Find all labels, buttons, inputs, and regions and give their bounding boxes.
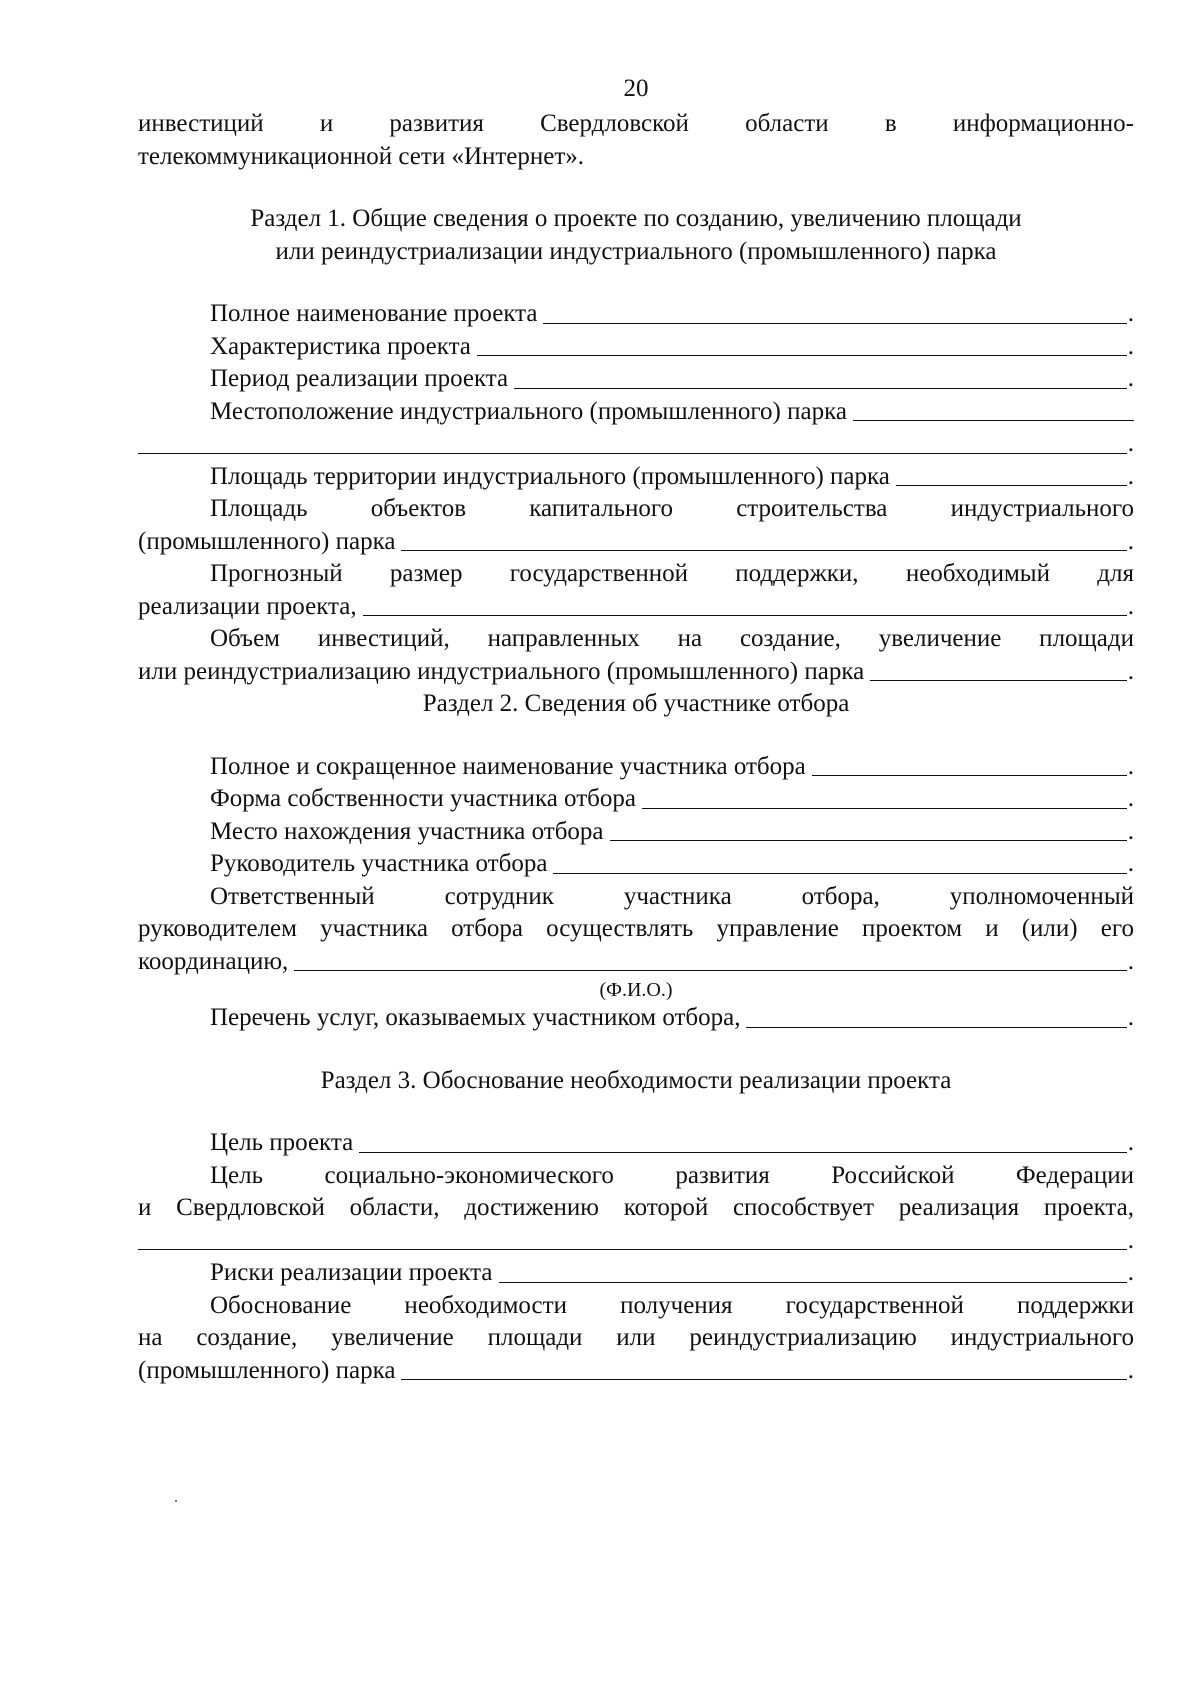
- field-label: Полное и сокращенное наименование участника отбора: [210, 752, 806, 780]
- field-label: (промышленного) парка: [138, 1356, 396, 1384]
- document-page: [138, 70, 1134, 1387]
- field-label: Характеристика проекта: [210, 332, 471, 360]
- blank-line[interactable]: [401, 1355, 1126, 1380]
- field-label: или реиндустриализацию индустриального (промышленного) парка: [138, 657, 865, 685]
- field-label: Площадь территории индустриального (промышленного) парка: [210, 462, 890, 490]
- area-objects-line-1: Площадь объектов капитального строительства индустриального: [210, 495, 1134, 522]
- field-participant-name[interactable]: Полное и сокращенное наименование участника отбора .: [138, 751, 1134, 784]
- field-park-location-continued[interactable]: .: [138, 428, 1134, 461]
- responsible-line-2: руководителем участника отбора осуществлять управление проектом и (или) его: [138, 915, 1134, 942]
- field-project-period[interactable]: Период реализации проекта .: [138, 363, 1134, 396]
- blank-line[interactable]: [553, 849, 1126, 874]
- blank-line[interactable]: [514, 364, 1127, 389]
- blank-line[interactable]: [294, 946, 1126, 971]
- field-participant-head[interactable]: Руководитель участника отбора .: [138, 848, 1134, 881]
- blank-line[interactable]: [499, 1258, 1127, 1283]
- blank-line[interactable]: [642, 784, 1127, 809]
- field-label: (промышленного) парка: [138, 527, 396, 555]
- field-label: Форма собственности участника отбора: [210, 785, 636, 812]
- justification-line-2: на создание, увеличение площади или реиндустриализацию индустриального: [138, 1324, 1134, 1351]
- field-project-risks[interactable]: Риски реализации проекта .: [138, 1257, 1134, 1290]
- field-project-full-name[interactable]: Полное наименование проекта .: [138, 298, 1134, 331]
- field-territory-area[interactable]: Площадь территории индустриального (промышленного) парка .: [138, 461, 1134, 494]
- section3-title: Раздел 3. Обоснование необходимости реализации проекта: [320, 1066, 952, 1094]
- field-label: Риски реализации проекта: [210, 1259, 493, 1286]
- blank-line[interactable]: [610, 816, 1127, 841]
- field-label: Полное наименование проекта: [210, 300, 538, 327]
- justification-line-1: Обоснование необходимости получения государственной поддержки: [210, 1291, 1134, 1319]
- field-objects-area[interactable]: (промышленного) парка .: [138, 526, 1134, 559]
- field-justification[interactable]: (промышленного) парка .: [138, 1355, 1134, 1388]
- field-label: Место нахождения участника отбора: [210, 817, 604, 845]
- section1-title-line-2: или реиндустриализации индустриального (промышленного) парка: [275, 237, 997, 265]
- blank-line[interactable]: [543, 299, 1126, 324]
- field-label: Цель проекта: [210, 1129, 354, 1156]
- blank-line[interactable]: [812, 751, 1127, 776]
- field-project-characteristic[interactable]: Характеристика проекта .: [138, 331, 1134, 364]
- blank-line[interactable]: [363, 591, 1127, 616]
- field-label: Руководитель участника отбора: [210, 850, 548, 877]
- blank-line[interactable]: [870, 656, 1127, 681]
- field-ownership-form[interactable]: Форма собственности участника отбора .: [138, 783, 1134, 816]
- field-support-amount[interactable]: реализации проекта, .: [138, 591, 1134, 624]
- field-park-location[interactable]: [138, 396, 1134, 429]
- field-responsible-person[interactable]: координацию, .: [138, 946, 1134, 979]
- blank-line[interactable]: [359, 1128, 1127, 1153]
- intro-line-1: инвестиций и развития Свердловской области в информационно-: [138, 110, 1134, 137]
- section2-title: Раздел 2. Сведения об участнике отбора: [422, 690, 850, 717]
- socio-goal-line-2: и Свердловской области, достижению которой способствует реализация проекта,: [138, 1194, 1134, 1221]
- section1-title-line-1: Раздел 1. Общие сведения о проекте по созданию, увеличению площади: [250, 205, 1022, 232]
- blank-line[interactable]: [746, 1003, 1126, 1028]
- field-label: координацию,: [138, 947, 289, 975]
- blank-line[interactable]: [401, 526, 1126, 551]
- field-project-goal[interactable]: Цель проекта .: [138, 1127, 1134, 1160]
- socio-goal-line-1: Цель социально-экономического развития Российской Федерации: [210, 1161, 1134, 1189]
- blank-line[interactable]: [477, 331, 1127, 356]
- blank-line[interactable]: [896, 461, 1127, 486]
- page-number: 20: [623, 75, 649, 102]
- blank-line[interactable]: [853, 396, 1134, 421]
- field-label: Местоположение индустриального (промышленного) парка: [210, 397, 847, 425]
- scan-speck: [175, 1500, 177, 1502]
- blank-line[interactable]: [138, 1225, 1127, 1250]
- field-label: Перечень услуг, оказываемых участником отбора,: [210, 1004, 741, 1031]
- field-participant-location[interactable]: Место нахождения участника отбора .: [138, 816, 1134, 849]
- field-label: Период реализации проекта: [210, 365, 509, 392]
- blank-line[interactable]: [138, 429, 1127, 454]
- field-investment-volume[interactable]: или реиндустриализацию индустриального (промышленного) парка .: [138, 656, 1134, 689]
- field-label: реализации проекта,: [138, 592, 357, 620]
- support-line-1: Прогнозный размер государственной поддержки, необходимый для: [210, 560, 1134, 587]
- responsible-line-1: Ответственный сотрудник участника отбора, уполномоченный: [210, 882, 1134, 910]
- investment-line-1: Объем инвестиций, направленных на создание, увеличение площади: [210, 625, 1134, 652]
- fio-hint: (Ф.И.О.): [599, 979, 673, 1001]
- field-socio-goal[interactable]: .: [138, 1225, 1134, 1258]
- field-services-list[interactable]: Перечень услуг, оказываемых участником отбора, .: [138, 1002, 1134, 1035]
- intro-line-2: телекоммуникационной сети «Интернет».: [138, 142, 585, 170]
